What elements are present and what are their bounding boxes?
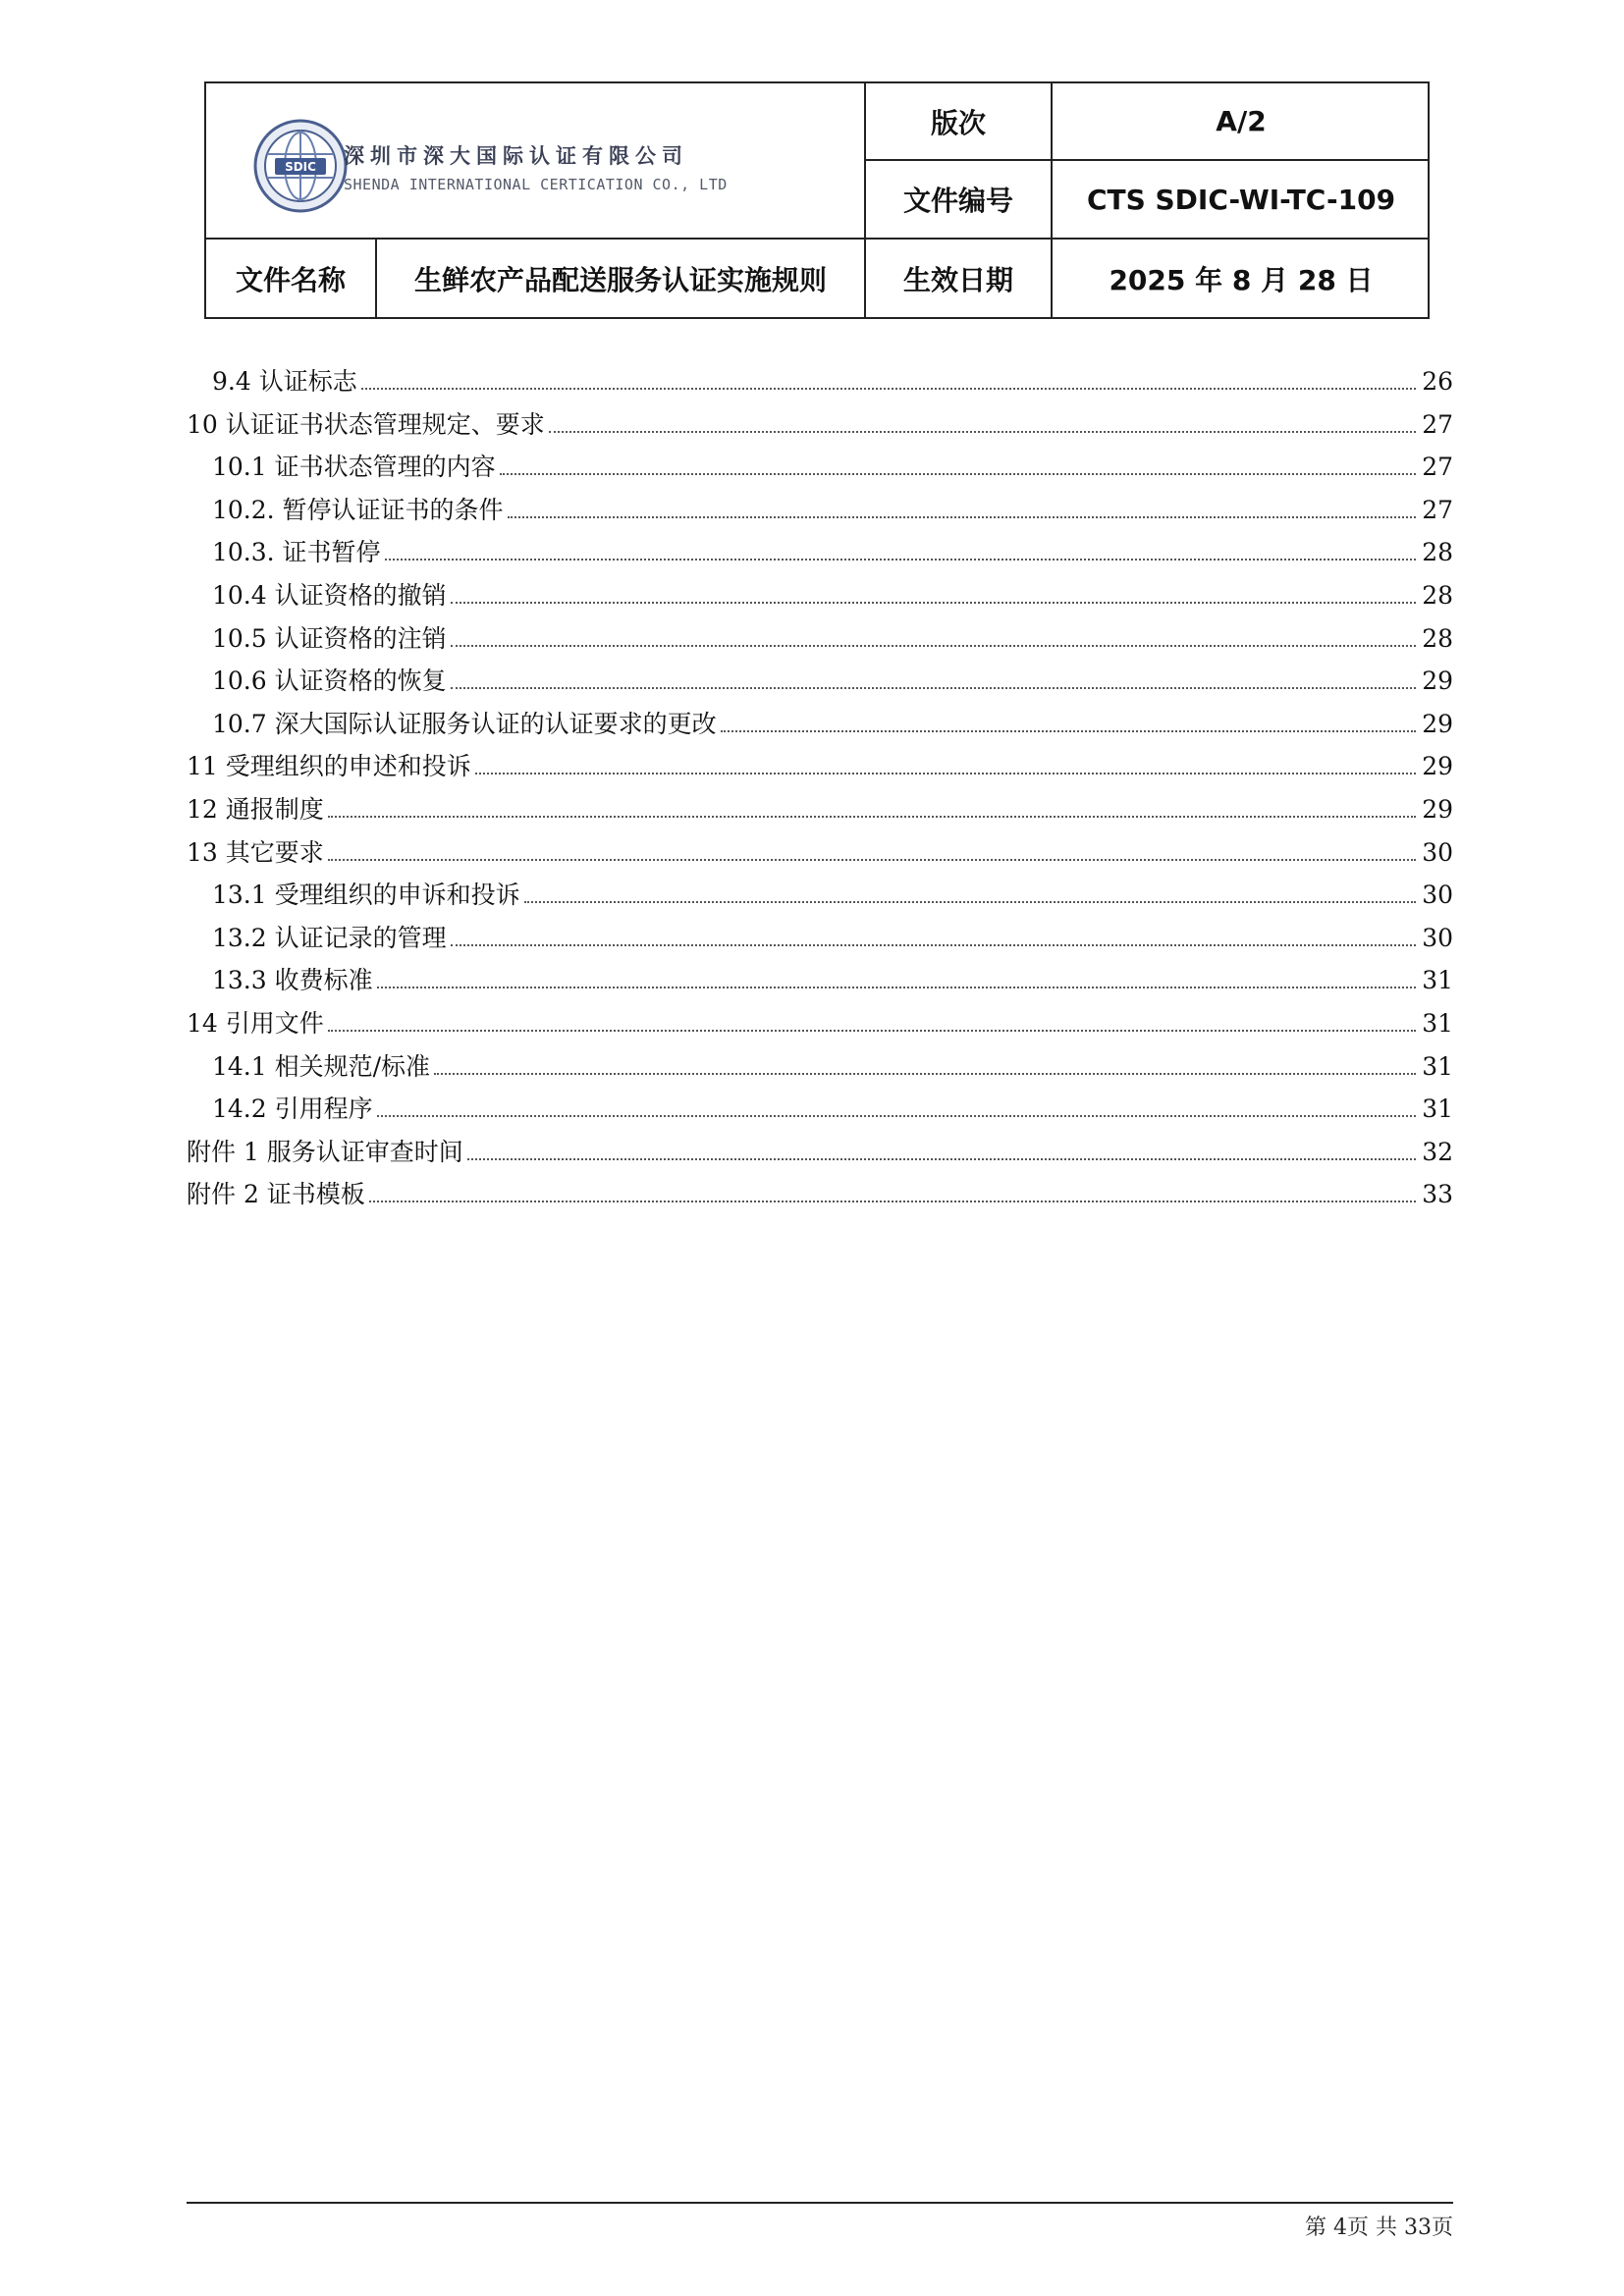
toc-leader-dots xyxy=(451,687,1416,689)
toc-entry[interactable] xyxy=(187,832,1453,868)
toc-leader-dots xyxy=(524,901,1416,903)
toc-leader-dots xyxy=(328,859,1416,861)
toc-leader-dots xyxy=(475,773,1416,774)
toc-entry[interactable] xyxy=(212,704,1453,739)
toc-entry-page: 31 xyxy=(1422,966,1453,995)
toc-leader-dots xyxy=(434,1073,1416,1075)
toc-entry-page: 29 xyxy=(1422,709,1453,738)
toc-entry-title: 附件 1 服务认证审查时间 xyxy=(187,1138,467,1167)
toc-entry-page: 30 xyxy=(1422,837,1453,867)
toc-leader-dots xyxy=(508,516,1416,518)
toc-entry-page: 29 xyxy=(1422,667,1453,696)
toc-entry-page: 29 xyxy=(1422,752,1453,781)
toc-entry-page: 27 xyxy=(1422,495,1453,524)
toc-entry-title: 13.2 认证记录的管理 xyxy=(212,924,451,953)
doc-number-label: 文件编号 xyxy=(902,185,1013,217)
toc-entry[interactable] xyxy=(212,875,1453,910)
company-name-cn: 深圳市深大国际认证有限公司 xyxy=(344,144,688,168)
toc-entry-page: 30 xyxy=(1422,923,1453,952)
toc-entry-title: 14.2 引用程序 xyxy=(212,1095,377,1124)
toc-entry-title: 10.1 证书状态管理的内容 xyxy=(212,453,500,482)
toc-entry-title: 10.2. 暂停认证证书的条件 xyxy=(212,496,508,525)
toc-entry-page: 27 xyxy=(1422,453,1453,482)
toc-entry-page: 30 xyxy=(1422,881,1453,910)
toc-leader-dots xyxy=(361,388,1416,390)
toc-entry-page: 32 xyxy=(1422,1137,1453,1166)
toc-leader-dots xyxy=(500,473,1416,475)
footer-rule xyxy=(187,2202,1453,2204)
toc-entry-title: 10.7 深大国际认证服务认证的认证要求的更改 xyxy=(212,710,721,739)
toc-entry[interactable] xyxy=(187,1132,1453,1167)
effective-date-value: 2025 年 8 月 28 日 xyxy=(1109,263,1374,296)
toc-entry-page: 28 xyxy=(1422,538,1453,567)
toc-entry[interactable] xyxy=(212,447,1453,482)
page-number: 第 4页 共 33页 xyxy=(1305,2216,1453,2240)
toc-leader-dots xyxy=(467,1158,1416,1160)
toc-entry-title: 10.3. 证书暂停 xyxy=(212,538,385,567)
toc-entry[interactable] xyxy=(212,960,1453,995)
toc-entry-title: 13.1 受理组织的申诉和投诉 xyxy=(212,881,524,910)
toc-entry-title: 14 引用文件 xyxy=(187,1009,328,1039)
toc-entry-title: 12 通报制度 xyxy=(187,795,328,825)
toc-entry-title: 9.4 认证标志 xyxy=(212,367,361,397)
svg-text:SDIC: SDIC xyxy=(285,160,316,174)
toc-entry-title: 附件 2 证书模板 xyxy=(187,1180,369,1209)
toc-entry[interactable] xyxy=(187,1174,1453,1209)
toc-entry-page: 33 xyxy=(1422,1180,1453,1209)
toc-entry[interactable] xyxy=(212,661,1453,696)
toc-leader-dots xyxy=(451,944,1416,946)
toc-leader-dots xyxy=(377,987,1416,988)
document-header-table xyxy=(204,81,1430,319)
toc-entry[interactable] xyxy=(187,404,1453,440)
toc-entry[interactable] xyxy=(187,789,1453,825)
company-name-en: SHENDA INTERNATIONAL CERTICATION CO., LTD xyxy=(344,176,728,193)
toc-leader-dots xyxy=(328,1030,1416,1032)
effective-date-label: 生效日期 xyxy=(902,263,1013,296)
toc-leader-dots xyxy=(549,431,1416,433)
toc-entry[interactable] xyxy=(212,490,1453,525)
toc-leader-dots xyxy=(451,645,1416,647)
toc-entry[interactable] xyxy=(212,1089,1453,1124)
toc-leader-dots xyxy=(721,730,1416,732)
toc-entry[interactable] xyxy=(212,532,1453,567)
toc-entry-page: 26 xyxy=(1422,367,1453,396)
toc-leader-dots xyxy=(369,1201,1416,1202)
toc-entry-title: 13.3 收费标准 xyxy=(212,966,377,995)
toc-entry-page: 28 xyxy=(1422,581,1453,610)
toc-entry-page: 31 xyxy=(1422,1051,1453,1081)
toc-entry-title: 10.5 认证资格的注销 xyxy=(212,624,451,654)
toc-entry-page: 31 xyxy=(1422,1095,1453,1124)
doc-name-value: 生鲜农产品配送服务认证实施规则 xyxy=(413,263,827,296)
version-value: A/2 xyxy=(1216,105,1267,137)
toc-entry[interactable] xyxy=(187,1003,1453,1039)
toc-entry-title: 10 认证证书状态管理规定、要求 xyxy=(187,410,549,440)
doc-name-label: 文件名称 xyxy=(235,263,346,296)
toc-entry-page: 28 xyxy=(1422,623,1453,653)
toc-entry-page: 27 xyxy=(1422,409,1453,439)
toc-entry[interactable] xyxy=(212,918,1453,953)
doc-number-value: CTS SDIC-WI-TC-109 xyxy=(1086,183,1396,216)
toc-entry-title: 14.1 相关规范/标准 xyxy=(212,1052,434,1082)
company-logo-icon xyxy=(253,119,348,213)
toc-entry[interactable] xyxy=(212,575,1453,611)
toc-entry[interactable] xyxy=(187,746,1453,781)
toc-entry-title: 11 受理组织的申述和投诉 xyxy=(187,752,475,781)
toc-leader-dots xyxy=(385,559,1416,561)
toc-entry[interactable] xyxy=(212,1046,1453,1082)
toc-entry-title: 10.4 认证资格的撤销 xyxy=(212,581,451,611)
toc-entry-title: 10.6 认证资格的恢复 xyxy=(212,667,451,696)
version-label: 版次 xyxy=(930,106,986,139)
toc-leader-dots xyxy=(328,816,1416,818)
toc-leader-dots xyxy=(451,602,1416,604)
toc-leader-dots xyxy=(377,1115,1416,1117)
toc-entry[interactable] xyxy=(212,361,1453,397)
toc-entry-page: 29 xyxy=(1422,795,1453,824)
toc-entry-page: 31 xyxy=(1422,1009,1453,1038)
toc-entry-title: 13 其它要求 xyxy=(187,838,328,868)
company-logo-block xyxy=(253,113,764,221)
toc-entry[interactable] xyxy=(212,618,1453,654)
